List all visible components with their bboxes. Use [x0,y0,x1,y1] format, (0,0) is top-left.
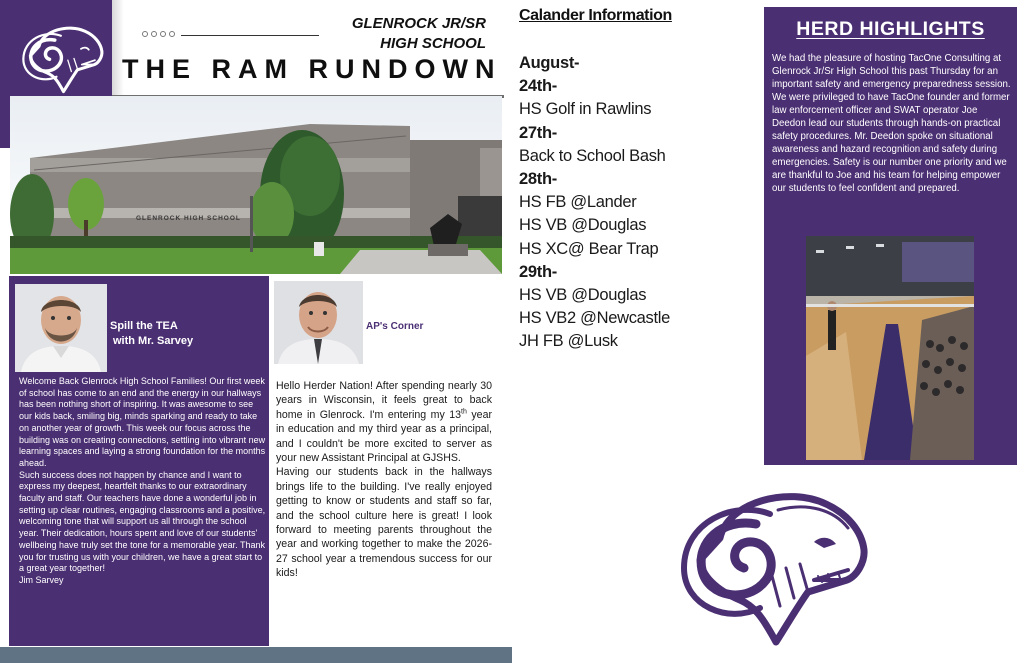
spill-the-tea-body [19,376,267,587]
calendar-event: HS VB @Douglas [519,216,647,235]
building-sign: GLENROCK HIGH SCHOOL [136,215,241,222]
calendar-event: HS VB @Douglas [519,285,647,304]
school-name-line1: GLENROCK JR/SR [351,15,486,32]
calendar-title: Calander Information [519,7,672,24]
ap-paragraph-2: Having our students back in the hallways brings life to the building. I've really enjoyed getting to know or students and staff so far, and the school culture here is great! I look forward to meeting parents throughout the year and working together to make the 2026-27 school year a tremendous success for our kids! [276,466,492,580]
ram-head-logo-icon [656,480,880,650]
calendar-date-heading: 28th- [519,169,557,188]
spill-the-tea-heading [110,319,193,349]
calendar-event: JH FB @Lusk [519,332,618,351]
herd-highlights-title: HERD HIGHLIGHTS [796,18,985,40]
tea-heading-line1: Spill the TEA [110,320,178,332]
calendar-date-heading: August- [519,54,580,72]
ap-p1-text: Hello Herder Nation! After spending nearly 30 years in Wisconsin, it feels great to back home in Glenrock. I'm entering my 13 [276,380,492,421]
decorative-line [181,35,319,36]
calendar-event: HS Golf in Rawlins [519,100,652,119]
tea-heading-line2: with Mr. Sarvey [113,335,194,347]
calendar-event: HS VB2 @Newcastle [519,309,671,328]
herd-highlights-body: We had the pleasure of hosting TacOne Consulting at Glenrock Jr/Sr High School this past Thursday for an important safety and emergency preparedness session. We were privileged to have TacOne founder and former law enforcement officer and SWAT operator Joe Deedon lead our students through hands-on practical safety procedures. Mr. Deedon spoke on situational awareness and hazard recognition and safety during emergencies. Safety is our number one priority and we are thankful to Joe and his team for helping empower our students to feel confident and prepared. [772,53,1011,194]
ap-corner-body [276,379,492,581]
school-name [330,14,486,54]
school-building-photo [10,96,502,274]
tea-paragraph: Welcome Back Glenrock High School Families! Our first week of school has come to an end and the energy in our hallways has been nothing short of inspiring. It was awesome to see our kids back, smiling big, minds sparking and ready to take on another year of growth. This week our focus across the building was on creating connections, settling into vibrant new learning spaces and laying a strong foundation for the months ahead. [19,376,266,468]
ap-p1-text-cont: year in education and my third year as a principal, and I couldn't be more excited to server as your new Assistant Principal at GJSHS. [276,408,492,465]
tea-signature: Jim Sarvey [19,574,64,585]
ap-p1-superscript: th [461,408,467,416]
calendar-event: HS XC@ Bear Trap [519,239,659,258]
assistant-principal-photo [274,281,363,364]
calendar-event: HS FB @Lander [519,193,637,212]
ap-corner-heading: AP's Corner [366,321,424,332]
calendar-date-heading: 24th- [519,77,557,96]
tea-paragraph: Such success does not happen by chance and I want to express my deepest, heartfelt thanks to our extraordinary faculty and staff. Our teachers have done a wonderful job in setting up clear routines, engaging classrooms and a positive, welcoming tone that will support us all through the school year. Their dedication, hours spent and love of our students' wellbeing have truly set the tone for a memorable year. Thank you for trusting us with your children, we have a great start to a great year together! [19,469,266,574]
calendar-date-heading: 29th- [519,262,557,281]
gym-assembly-photo [806,236,974,460]
school-name-line2: HIGH SCHOOL [380,35,486,52]
newsletter-title: THE RAM RUNDOWN [122,54,502,84]
calendar-date-heading: 27th- [519,123,557,142]
calendar-event: Back to School Bash [519,146,666,165]
bottom-accent-bar [0,647,512,663]
decorative-dots [142,31,175,37]
ram-head-logo-icon [12,18,108,98]
principal-photo [15,284,107,372]
calendar-list [519,52,759,353]
ap-paragraph-1 [276,379,492,465]
